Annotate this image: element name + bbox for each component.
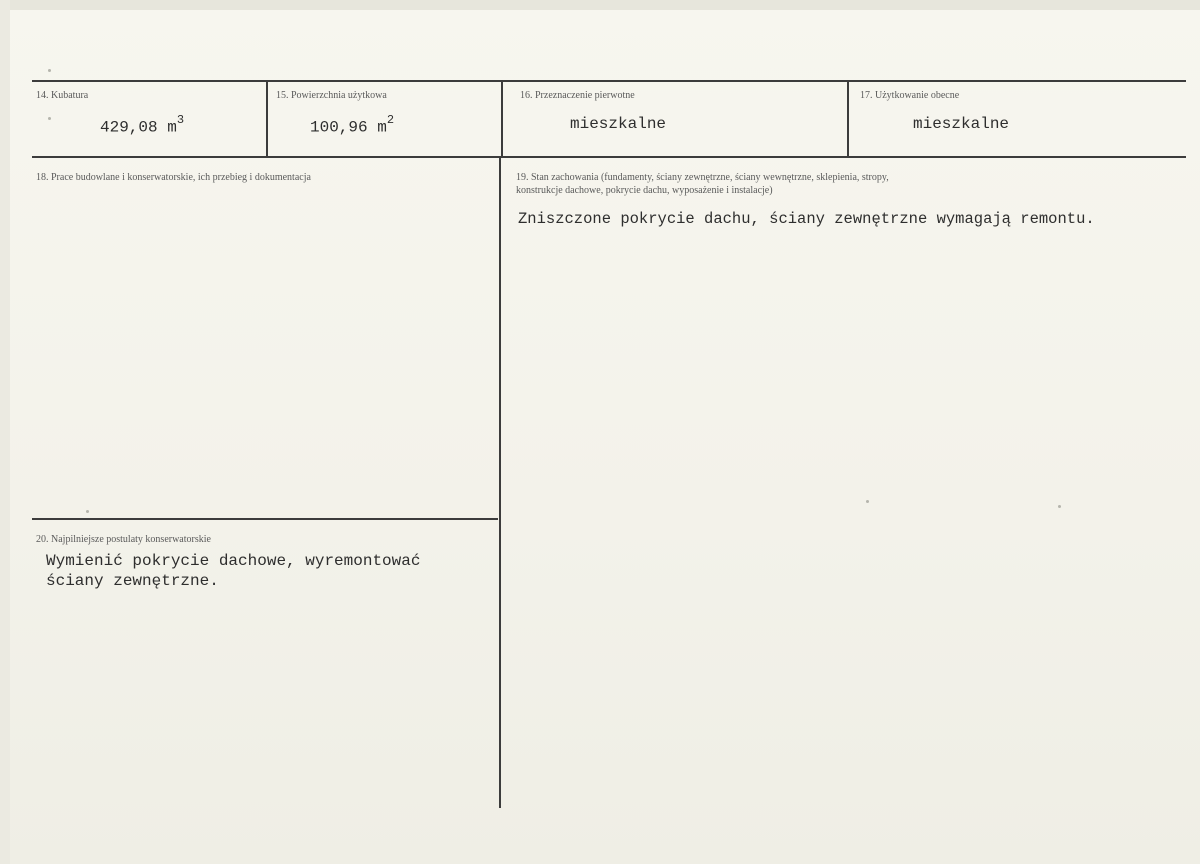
left-column-divider-rule (32, 518, 498, 520)
field-20-label: 20. Najpilniejsze postulaty konserwatorskie (36, 534, 211, 545)
card-top-edge (0, 0, 1200, 10)
field-14-unit-exponent: 3 (176, 113, 185, 127)
field-16-label: 16. Przeznaczenie pierwotne (520, 90, 635, 101)
field-19-value: Zniszczone pokrycie dachu, ściany zewnętrzne wymagają remontu. (518, 210, 1095, 228)
field-15-value-text: 100,96 m (310, 118, 387, 137)
field-14-value (100, 112, 184, 138)
field-16-value: mieszkalne (570, 115, 667, 133)
field-18-label: 18. Prace budowlane i konserwatorskie, ich przebieg i dokumentacja (36, 172, 311, 183)
field-15-label: 15. Powierzchnia użytkowa (276, 90, 387, 101)
paper-speck (48, 117, 51, 120)
main-column-divider (499, 156, 501, 808)
field-15-unit-exponent: 2 (386, 113, 395, 127)
field-19-label-line2: konstrukcje dachowe, pokrycie dachu, wyposażenie i instalacje) (516, 185, 773, 196)
vrule-14-15 (266, 80, 268, 158)
paper-speck (86, 510, 89, 513)
field-19-label-line1: 19. Stan zachowania (fundamenty, ściany zewnętrzne, ściany wewnętrzne, sklepienia, stropy, (516, 172, 889, 183)
field-14-value-text: 429,08 m (100, 118, 177, 137)
field-20-value-line1: Wymienić pokrycie dachowe, wyremontować (46, 552, 421, 570)
paper-speck (1058, 505, 1061, 508)
vrule-16-17 (847, 80, 849, 158)
vrule-15-16 (501, 80, 503, 158)
field-20-value-line2: ściany zewnętrzne. (46, 572, 219, 590)
field-15-value (310, 112, 394, 138)
paper-speck (866, 500, 869, 503)
field-14-label: 14. Kubatura (36, 90, 89, 101)
field-17-value: mieszkalne (913, 115, 1010, 133)
paper-speck (48, 69, 51, 72)
field-17-label: 17. Użytkowanie obecne (860, 90, 960, 101)
top-rule (32, 80, 1186, 82)
row1-bottom-rule (32, 156, 1186, 158)
card-left-edge (0, 0, 10, 864)
